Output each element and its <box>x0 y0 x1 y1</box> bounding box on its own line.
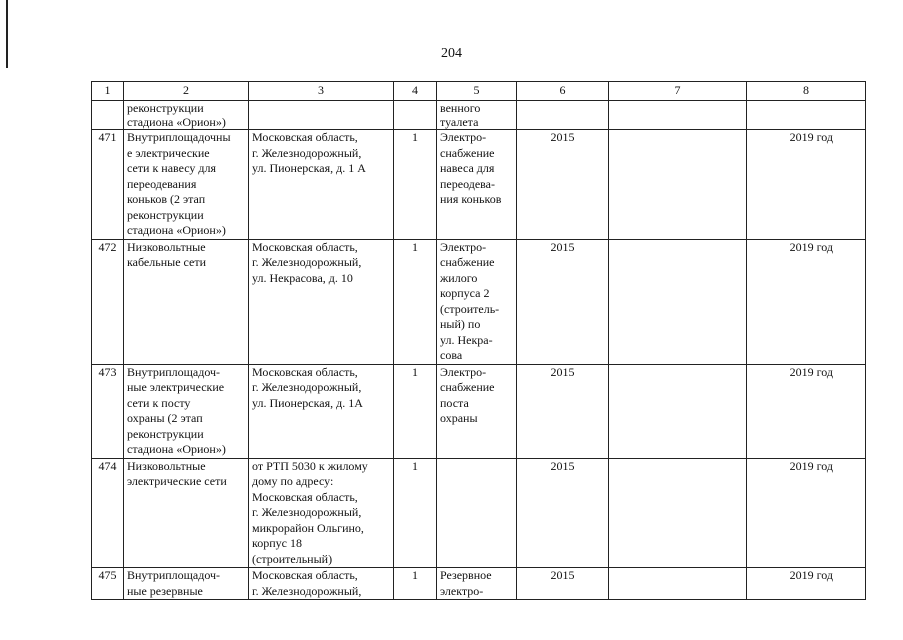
cell-purpose: венного туалета <box>437 101 517 130</box>
cell-number: 472 <box>92 239 124 364</box>
cell-col7 <box>609 364 747 458</box>
cell-year <box>517 101 609 130</box>
column-header: 1 <box>92 82 124 101</box>
cell-address: Московская область, г. Железнодорожный, ул. Пионерская, д. 1А <box>249 364 394 458</box>
cell-purpose: Электро- снабжение поста охраны <box>437 364 517 458</box>
cell-number: 474 <box>92 458 124 568</box>
cell-number <box>92 101 124 130</box>
cell-col7 <box>609 130 747 240</box>
column-header: 8 <box>747 82 866 101</box>
cell-year: 2015 <box>517 130 609 240</box>
cell-name: Низковольтные электрические сети <box>124 458 249 568</box>
cell-address: Московская область, г. Железнодорожный, ул. Пионерская, д. 1 А <box>249 130 394 240</box>
cell-deadline <box>747 101 866 130</box>
cell-col7 <box>609 568 747 600</box>
cell-purpose: Электро- снабжение навеса для переодева- ния коньков <box>437 130 517 240</box>
cell-name: Внутриплощадоч- ные электрические сети к посту охраны (2 этап реконструкции стадиона «Орион») <box>124 364 249 458</box>
cell-quantity: 1 <box>394 364 437 458</box>
registry-table <box>91 81 866 600</box>
cell-year: 2015 <box>517 458 609 568</box>
cell-quantity: 1 <box>394 239 437 364</box>
cell-name: Низковольтные кабельные сети <box>124 239 249 364</box>
cell-deadline: 2019 год <box>747 568 866 600</box>
cell-address <box>249 101 394 130</box>
cell-col7 <box>609 458 747 568</box>
cell-number: 471 <box>92 130 124 240</box>
cell-deadline: 2019 год <box>747 130 866 240</box>
cell-year: 2015 <box>517 568 609 600</box>
cell-deadline: 2019 год <box>747 458 866 568</box>
cell-number: 475 <box>92 568 124 600</box>
cell-quantity <box>394 101 437 130</box>
header-row <box>92 82 866 101</box>
column-header: 6 <box>517 82 609 101</box>
table-row <box>92 239 866 364</box>
cell-number: 473 <box>92 364 124 458</box>
cell-purpose: Электро- снабжение жилого корпуса 2 (строитель- ный) по ул. Некра- сова <box>437 239 517 364</box>
cell-quantity: 1 <box>394 130 437 240</box>
page-number: 204 <box>441 46 462 61</box>
cell-year: 2015 <box>517 239 609 364</box>
cell-address: Московская область, г. Железнодорожный, ул. Некрасова, д. 10 <box>249 239 394 364</box>
cell-col7 <box>609 239 747 364</box>
cell-purpose: Резервное электро- <box>437 568 517 600</box>
cell-deadline: 2019 год <box>747 239 866 364</box>
continued-row <box>92 101 866 130</box>
table-row <box>92 458 866 568</box>
column-header: 2 <box>124 82 249 101</box>
cell-address: Московская область, г. Железнодорожный, <box>249 568 394 600</box>
cell-quantity: 1 <box>394 568 437 600</box>
cell-year: 2015 <box>517 364 609 458</box>
cell-deadline: 2019 год <box>747 364 866 458</box>
cell-name: Внутриплощадоч- ные резервные <box>124 568 249 600</box>
table-row <box>92 568 866 600</box>
column-header: 7 <box>609 82 747 101</box>
table-row <box>92 364 866 458</box>
cell-name: Внутриплощадочны е электрические сети к навесу для переодевания коньков (2 этап реконструкции стадиона «Орион») <box>124 130 249 240</box>
cell-purpose <box>437 458 517 568</box>
cell-address: от РТП 5030 к жилому дому по адресу: Московская область, г. Железнодорожный, микрорайон Ольгино, корпус 18 (строительный) <box>249 458 394 568</box>
cell-name: реконструкции стадиона «Орион») <box>124 101 249 130</box>
column-header: 3 <box>249 82 394 101</box>
column-header: 4 <box>394 82 437 101</box>
column-header: 5 <box>437 82 517 101</box>
cell-col7 <box>609 101 747 130</box>
cell-quantity: 1 <box>394 458 437 568</box>
table-row <box>92 130 866 240</box>
